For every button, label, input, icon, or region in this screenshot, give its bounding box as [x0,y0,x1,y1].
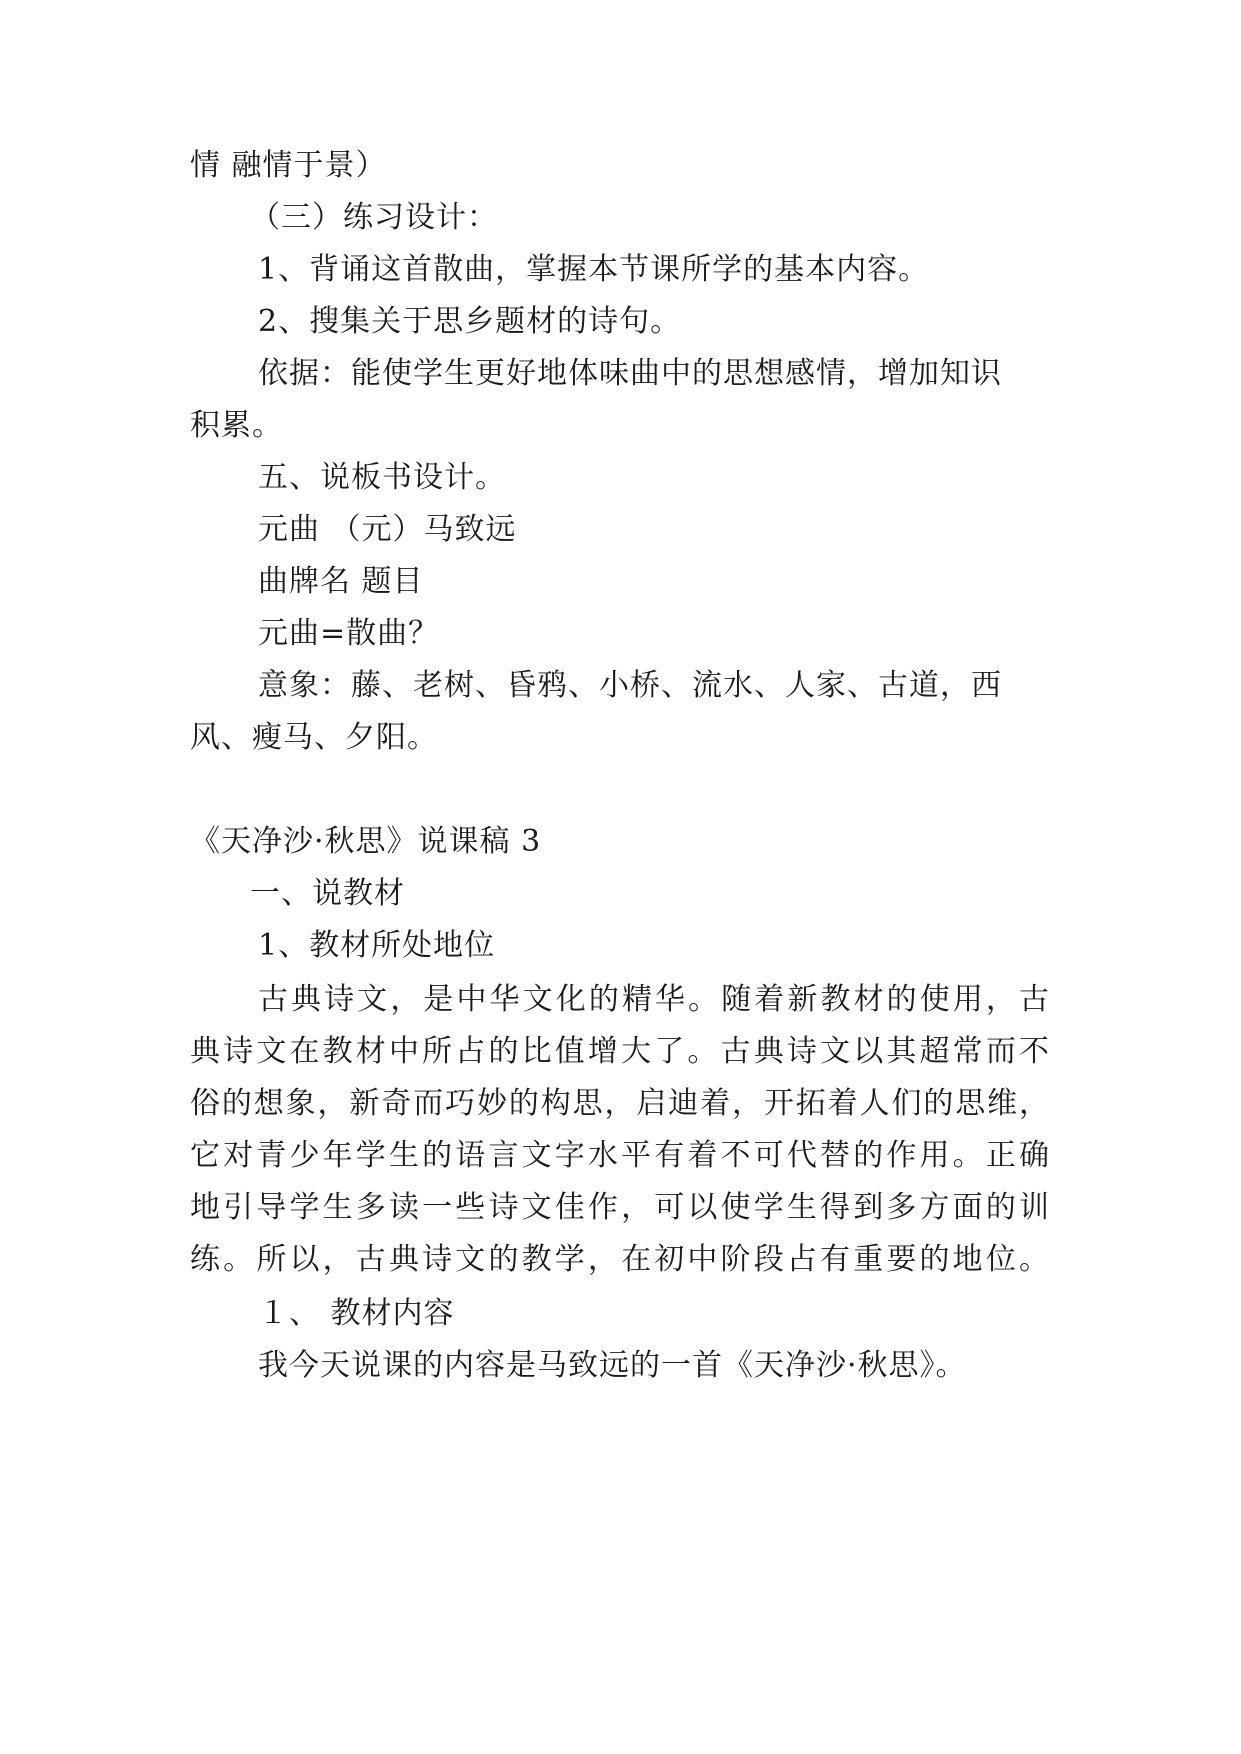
paragraph-line: 积累。 [190,408,283,443]
paragraph-line: 地引导学生多读一些诗文佳作，可以使学生得到多方面的训 [190,1190,1050,1225]
board-line: 元曲 （元）马致远 [258,512,517,547]
paragraph-line: 俗的想象，新奇而巧妙的构思，启迪着，开拓着人们的思维， [190,1086,1050,1121]
list-item: 2、搜集关于思乡题材的诗句。 [258,304,682,339]
board-line: 元曲=散曲？ [258,616,440,651]
paragraph-line: 依据：能使学生更好地体味曲中的思想感情，增加知识 [258,356,1002,391]
section-heading: 一、说教材 [250,876,405,911]
text-line: 情 融情于景） [190,148,387,183]
subsection-heading: 1、教材所处地位 [258,928,496,963]
paragraph-line: 它对青少年学生的语言文字水平有着不可代替的作用。正确 [190,1138,1050,1173]
paragraph-line: 古典诗文，是中华文化的精华。随着新教材的使用，古 [258,982,1050,1017]
paragraph-line: 意象：藤、老树、昏鸦、小桥、流水、人家、古道，西 [258,668,1002,703]
list-item: 1、背诵这首散曲，掌握本节课所学的基本内容。 [258,252,930,287]
paragraph-line: 练。所以，古典诗文的教学，在初中阶段占有重要的地位。 [190,1242,1050,1277]
paragraph-line: 风、瘦马、夕阳。 [190,720,438,755]
paragraph-line: 我今天说课的内容是马致远的一首《天净沙·秋思》。 [258,1348,967,1383]
section-heading: 五、说板书设计。 [258,460,506,495]
paragraph-line: 典诗文在教材中所占的比值增大了。古典诗文以其超常而不 [190,1034,1050,1069]
document-title: 《天净沙·秋思》说课稿 3 [190,824,542,859]
subsection-heading: １、 教材内容 [258,1296,455,1331]
board-line: 曲牌名 题目 [258,564,424,599]
section-heading: （三）练习设计： [250,200,498,235]
